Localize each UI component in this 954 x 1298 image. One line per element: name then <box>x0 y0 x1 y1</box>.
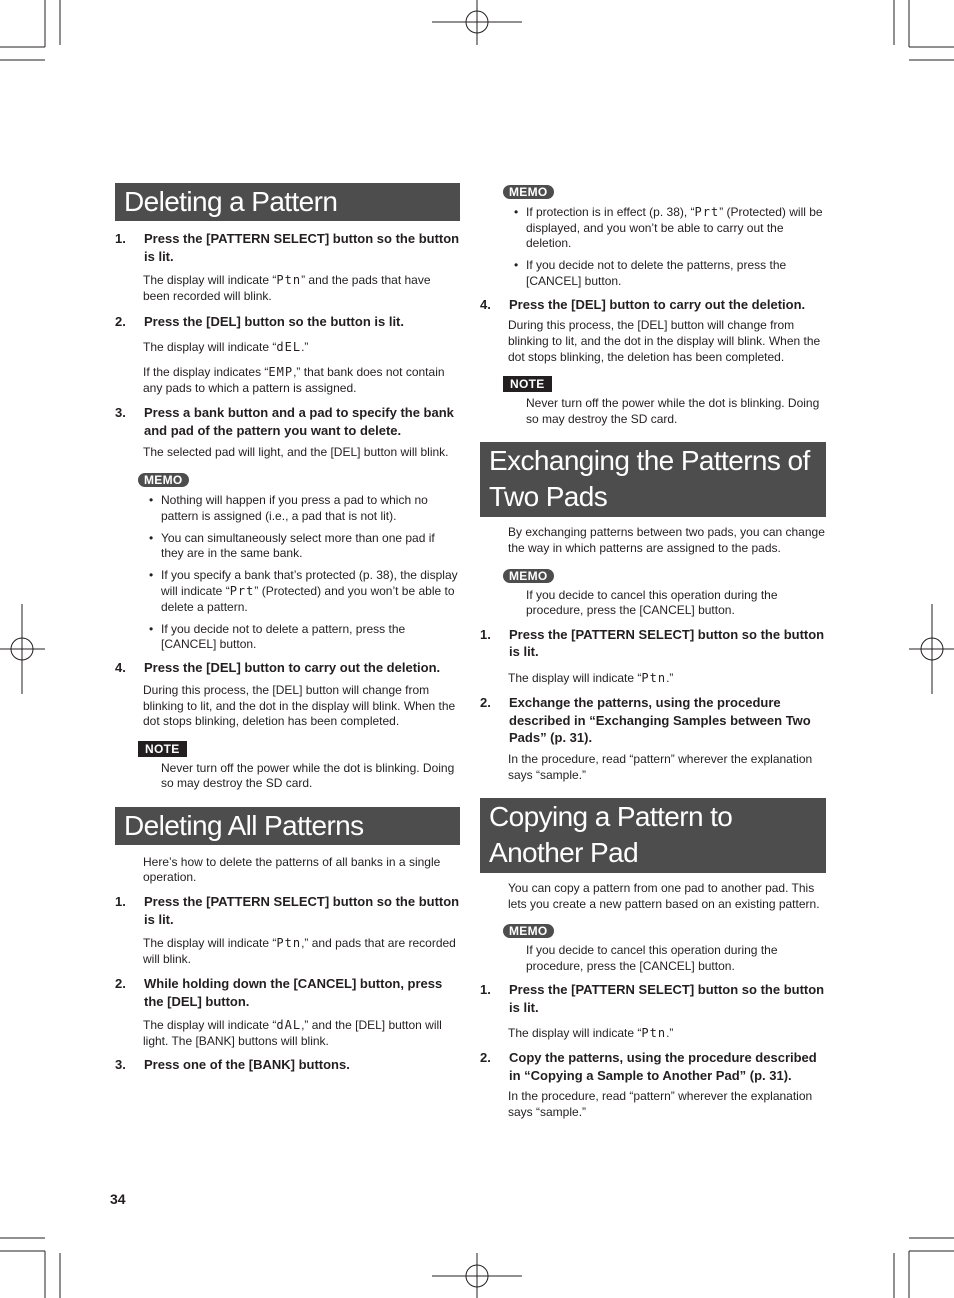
step-body: During this process, the [DEL] button will change from blinking to lit, and the dot in the display will blink. When the dot stops blinking, deletion has been completed. <box>143 682 456 729</box>
step-text: Press the [PATTERN SELECT] button so the button is lit. <box>509 982 825 1015</box>
memo-block <box>115 471 460 489</box>
memo-text: If you decide to cancel this operation during the procedure, press the [CANCEL] button. <box>526 943 778 973</box>
lcd-readout: Prt <box>229 584 255 599</box>
lcd-readout: Ptn <box>276 936 302 951</box>
lcd-readout: Ptn <box>276 273 302 287</box>
list-item: • You can simultaneously select more than one pad if they are in the same bank. <box>161 531 460 562</box>
step-number: 2. <box>115 314 126 330</box>
step-3 <box>115 404 460 439</box>
memo-badge: MEMO <box>503 569 554 583</box>
memo-block <box>480 567 826 585</box>
list-item: • If you decide not to delete the patterns, press the [CANCEL] button. <box>526 258 826 289</box>
lcd-readout: EMP <box>268 365 294 380</box>
step-text: Press the [DEL] button to carry out the deletion. <box>509 296 806 312</box>
step-number: 4. <box>480 296 491 312</box>
memo-list <box>480 205 826 289</box>
step-4 <box>115 659 460 677</box>
list-item: • If you specify a bank that’s protected (p. 38), the display will indicate “Prt” (Protected) and you won’t be able to delete a pattern. <box>161 568 460 615</box>
lcd-readout: Prt <box>694 205 720 219</box>
step-number: 2. <box>480 695 491 711</box>
memo-block <box>480 922 826 940</box>
step-number: 1. <box>115 894 126 910</box>
memo-list <box>115 493 460 653</box>
lcd-readout: dEL <box>276 339 302 354</box>
step-3 <box>115 1056 460 1074</box>
left-column <box>115 183 460 1074</box>
step-body: The display will indicate “Ptn” and the pads that have been recorded will blink. <box>143 273 431 303</box>
note-block <box>115 740 460 758</box>
step-text: Press a bank button and a pad to specify the bank and pad of the pattern you want to delete. <box>144 405 454 438</box>
step-body: In the procedure, read “pattern” wherever the explanation says “sample.” <box>508 751 813 782</box>
step-1 <box>115 230 460 265</box>
step-number: 3. <box>115 405 126 421</box>
list-item: • If you decide not to delete a pattern, press the [CANCEL] button. <box>161 622 460 653</box>
section-title-exchanging-patterns: Exchanging the Patterns of Two Pads <box>480 442 826 517</box>
step-text: Press the [PATTERN SELECT] button so the button is lit. <box>509 626 825 660</box>
step-text: Exchange the patterns, using the procedure described in “Exchanging Samples between Two Pads” (p. 31). <box>509 695 811 746</box>
list-item: • Nothing will happen if you press a pad to which no pattern is assigned (i.e., a pad that is not lit). <box>161 493 460 524</box>
step-2 <box>115 313 460 331</box>
step-body: The display will indicate “dEL.” <box>143 339 309 354</box>
step-text: Press the [DEL] button so the button is lit. <box>144 314 404 330</box>
memo-block <box>480 183 826 201</box>
step-body: The selected pad will light, and the [DEL] button will blink. <box>143 445 449 460</box>
step-4 <box>480 296 826 314</box>
step-2 <box>480 694 826 747</box>
section-title-deleting-all-patterns: Deleting All Patterns <box>115 807 460 845</box>
step-number: 3. <box>115 1057 126 1073</box>
step-text: Press one of the [BANK] buttons. <box>144 1057 350 1073</box>
step-number: 2. <box>115 976 126 992</box>
lcd-readout: dAL <box>276 1018 302 1033</box>
step-body: The display will indicate “Ptn,” and pads that are recorded will blink. <box>143 936 456 966</box>
section-intro: You can copy a pattern from one pad to another pad. This lets you create a new pattern based on an existing pattern. <box>508 881 820 911</box>
step-1 <box>480 626 826 661</box>
step-text: While holding down the [CANCEL] button, press the [DEL] button. <box>144 976 443 1009</box>
section-intro: By exchanging patterns between two pads, you can change the way in which patterns are assigned to the pads. <box>508 525 825 556</box>
step-1 <box>115 893 460 928</box>
step-1 <box>480 981 826 1016</box>
memo-text: If you decide to cancel this operation during the procedure, press the [CANCEL] button. <box>526 587 778 618</box>
section-title-deleting-a-pattern: Deleting a Pattern <box>115 183 460 221</box>
note-text: Never turn off the power while the dot is blinking. Doing so may destroy the SD card. <box>161 760 455 791</box>
step-text: Press the [PATTERN SELECT] button so the button is lit. <box>144 894 460 927</box>
step-number: 4. <box>115 660 126 676</box>
step-2 <box>480 1049 826 1084</box>
step-body: The display will indicate “dAL,” and the [DEL] button will light. The [BANK] buttons will blink. <box>143 1018 442 1048</box>
step-number: 1. <box>480 982 491 998</box>
step-text: Copy the patterns, using the procedure described in “Copying a Sample to Another Pad” (p. 31). <box>509 1050 817 1083</box>
step-body: If the display indicates “EMP,” that bank does not contain any pads to which a pattern is assigned. <box>143 365 445 395</box>
note-text: Never turn off the power while the dot is blinking. Doing so may destroy the SD card. <box>526 396 820 426</box>
lcd-readout: Ptn <box>641 670 667 685</box>
section-intro: Here’s how to delete the patterns of all banks in a single operation. <box>143 854 441 885</box>
page-number: 34 <box>110 1191 126 1207</box>
note-block <box>480 375 826 393</box>
lcd-readout: Ptn <box>641 1026 667 1041</box>
memo-badge: MEMO <box>503 924 554 938</box>
step-number: 1. <box>115 231 126 246</box>
step-body: The display will indicate “Ptn.” <box>508 1026 674 1041</box>
note-badge: NOTE <box>138 741 187 757</box>
note-badge: NOTE <box>503 376 552 392</box>
list-item: • If protection is in effect (p. 38), “Prt” (Protected) will be displayed, and you won’t be able to carry out the deletion. <box>526 205 826 252</box>
step-body: During this process, the [DEL] button will change from blinking to lit, and the dot in the display will blink. When the dot stops blinking, the deletion has been completed. <box>508 318 821 364</box>
memo-badge: MEMO <box>138 473 189 487</box>
step-body: The display will indicate “Ptn.” <box>508 670 674 685</box>
step-body: In the procedure, read “pattern” wherever the explanation says “sample.” <box>508 1089 813 1119</box>
memo-badge: MEMO <box>503 185 554 199</box>
step-text: Press the [DEL] button to carry out the deletion. <box>144 660 441 676</box>
step-text: Press the [PATTERN SELECT] button so the button is lit. <box>144 231 460 264</box>
step-2 <box>115 975 460 1010</box>
section-title-copying-pattern: Copying a Pattern to Another Pad <box>480 798 826 873</box>
step-number: 2. <box>480 1050 491 1066</box>
step-number: 1. <box>480 626 491 642</box>
right-column <box>480 183 826 1120</box>
